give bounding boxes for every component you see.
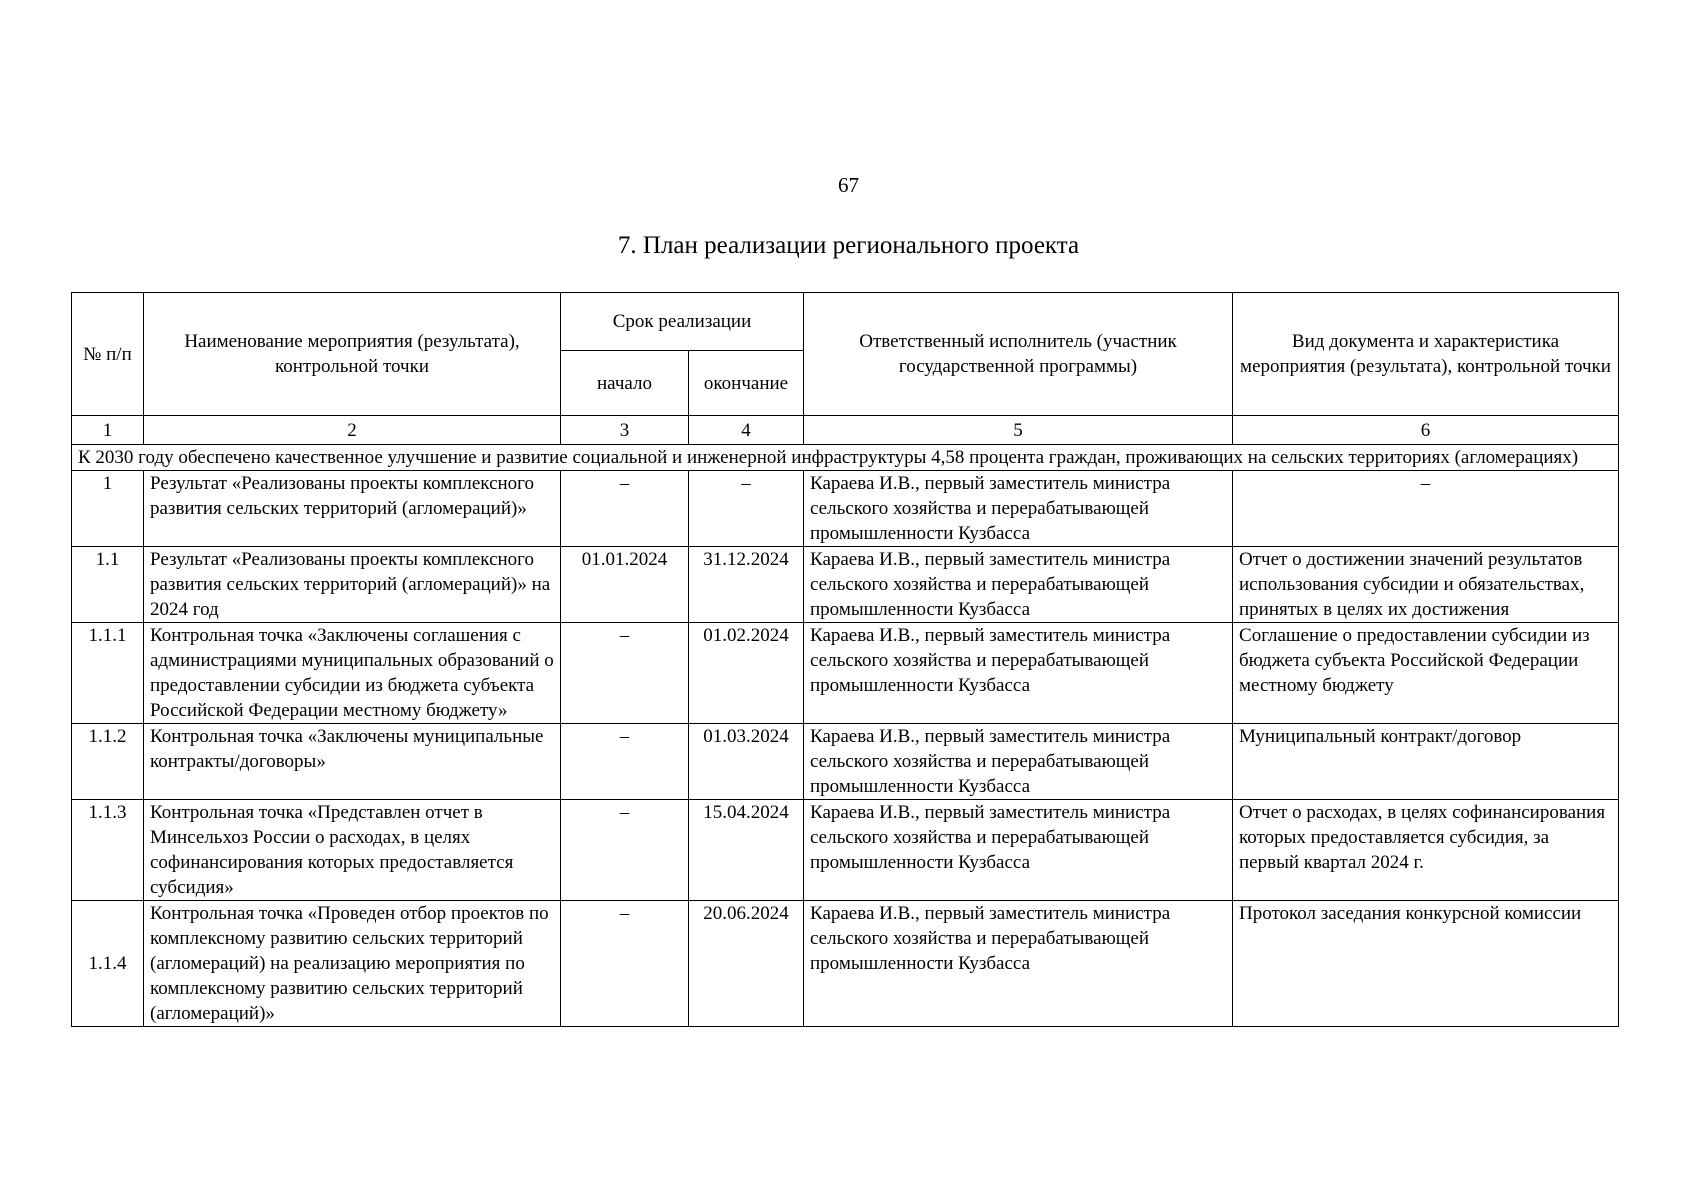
row-name: Контрольная точка «Представлен отчет в Минсельхоз России о расходах, в целях софинансирования которых предоставляется субсидия» xyxy=(144,800,561,901)
section-title: 7. План реализации регионального проекта xyxy=(617,232,1080,259)
row-end: 01.02.2024 xyxy=(689,623,804,724)
column-number: 4 xyxy=(689,416,804,445)
row-executor: Караева И.В., первый заместитель министра сельского хозяйства и перерабатывающей промышленности Кузбасса xyxy=(804,800,1233,901)
header-end: окончание xyxy=(689,351,804,416)
row-name: Контрольная точка «Проведен отбор проектов по комплексному развитию сельских территорий (агломераций) на реализацию мероприятия по комплексному развитию сельских территорий (агломераций)» xyxy=(144,901,561,1027)
row-document: – xyxy=(1233,471,1619,547)
row-num: 1.1.3 xyxy=(72,800,144,901)
row-start: – xyxy=(561,623,689,724)
plan-table xyxy=(71,292,1619,1027)
row-executor: Караева И.В., первый заместитель министра сельского хозяйства и перерабатывающей промышленности Кузбасса xyxy=(804,901,1233,1027)
row-document: Соглашение о предоставлении субсидии из бюджета субъекта Российской Федерации местному бюджету xyxy=(1233,623,1619,724)
row-start: – xyxy=(561,724,689,800)
column-number: 6 xyxy=(1233,416,1619,445)
table-row xyxy=(72,901,1619,1027)
row-end: – xyxy=(689,471,804,547)
row-num: 1.1.1 xyxy=(72,623,144,724)
row-end: 01.03.2024 xyxy=(689,724,804,800)
goal-row xyxy=(72,445,1619,471)
header-period: Срок реализации xyxy=(561,293,804,351)
row-num: 1.1 xyxy=(72,547,144,623)
row-document: Отчет о достижении значений результатов использования субсидии и обязательствах, принятых в целях их достижения xyxy=(1233,547,1619,623)
row-document: Муниципальный контракт/договор xyxy=(1233,724,1619,800)
column-number: 5 xyxy=(804,416,1233,445)
row-name: Результат «Реализованы проекты комплексного развития сельских территорий (агломераций)» xyxy=(144,471,561,547)
column-number: 3 xyxy=(561,416,689,445)
row-num: 1.1.4 xyxy=(72,901,144,1027)
column-number: 2 xyxy=(144,416,561,445)
header-executor: Ответственный исполнитель (участник государственной программы) xyxy=(804,293,1233,416)
row-document: Отчет о расходах, в целях софинансирования которых предоставляется субсидия, за первый квартал 2024 г. xyxy=(1233,800,1619,901)
row-name: Результат «Реализованы проекты комплексного развития сельских территорий (агломераций)» на 2024 год xyxy=(144,547,561,623)
column-number: 1 xyxy=(72,416,144,445)
row-end: 20.06.2024 xyxy=(689,901,804,1027)
table-header-row xyxy=(72,293,1619,351)
row-end: 15.04.2024 xyxy=(689,800,804,901)
goal-text: К 2030 году обеспечено качественное улучшение и развитие социальной и инженерной инфраструктуры 4,58 процента граждан, проживающих на сельских территориях (агломерациях) xyxy=(72,445,1619,471)
table-row xyxy=(72,547,1619,623)
row-end: 31.12.2024 xyxy=(689,547,804,623)
row-executor: Караева И.В., первый заместитель министра сельского хозяйства и перерабатывающей промышленности Кузбасса xyxy=(804,724,1233,800)
row-name: Контрольная точка «Заключены муниципальные контракты/договоры» xyxy=(144,724,561,800)
header-name: Наименование мероприятия (результата), контрольной точки xyxy=(144,293,561,416)
header-start: начало xyxy=(561,351,689,416)
header-document: Вид документа и характеристика мероприятия (результата), контрольной точки xyxy=(1233,293,1619,416)
row-start: – xyxy=(561,800,689,901)
row-start: 01.01.2024 xyxy=(561,547,689,623)
table-row xyxy=(72,623,1619,724)
row-num: 1.1.2 xyxy=(72,724,144,800)
header-num: № п/п xyxy=(72,293,144,416)
row-start: – xyxy=(561,901,689,1027)
row-executor: Караева И.В., первый заместитель министра сельского хозяйства и перерабатывающей промышленности Кузбасса xyxy=(804,471,1233,547)
page-number: 67 xyxy=(838,173,859,197)
row-document: Протокол заседания конкурсной комиссии xyxy=(1233,901,1619,1027)
row-name: Контрольная точка «Заключены соглашения с администрациями муниципальных образований о предоставлении субсидии из бюджета субъекта Российской Федерации местному бюджету» xyxy=(144,623,561,724)
row-start: – xyxy=(561,471,689,547)
column-numbers-row xyxy=(72,416,1619,445)
row-num: 1 xyxy=(72,471,144,547)
table-row xyxy=(72,471,1619,547)
row-executor: Караева И.В., первый заместитель министра сельского хозяйства и перерабатывающей промышленности Кузбасса xyxy=(804,623,1233,724)
table-row xyxy=(72,724,1619,800)
table-row xyxy=(72,800,1619,901)
row-executor: Караева И.В., первый заместитель министра сельского хозяйства и перерабатывающей промышленности Кузбасса xyxy=(804,547,1233,623)
